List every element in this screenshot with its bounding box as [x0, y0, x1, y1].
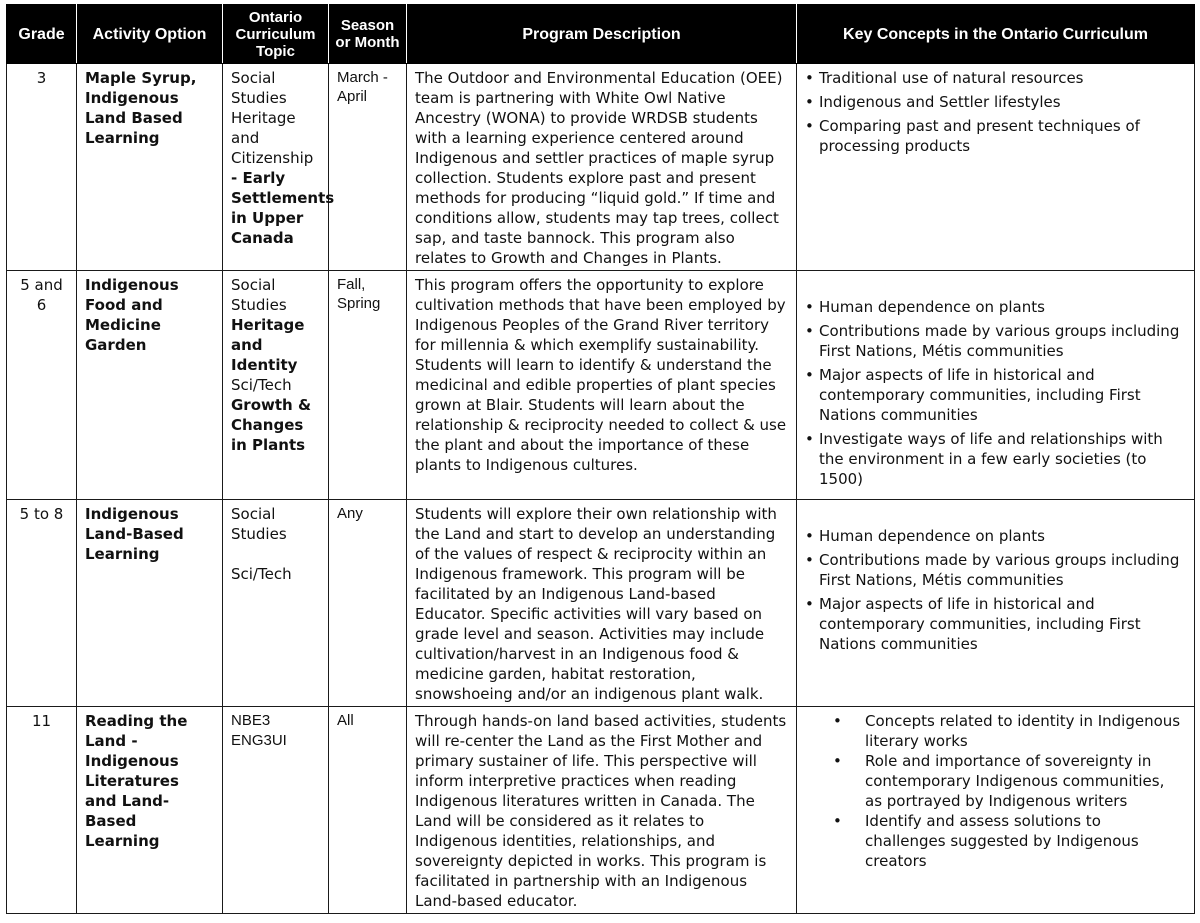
cell-activity: Indigenous Food and Medicine Garden: [77, 271, 223, 500]
curriculum-table-container: [6, 4, 1194, 914]
header-season: Season or Month: [329, 5, 407, 64]
concept-list: [805, 711, 1186, 871]
concept-item: • Major aspects of life in historical and contemporary communities, including First Nations communities: [805, 365, 1186, 425]
cell-grade: 11: [7, 707, 77, 914]
concept-list: [805, 526, 1186, 654]
cell-grade: 5 and 6: [7, 271, 77, 500]
concept-item: • Contributions made by various groups including First Nations, Métis communities: [805, 321, 1186, 361]
header-row: [7, 5, 1195, 64]
cell-grade: 5 to 8: [7, 500, 77, 707]
topic-line: Sci/Tech: [231, 376, 292, 394]
table-row: [7, 64, 1195, 271]
cell-topic: [223, 271, 329, 500]
cell-grade: 3: [7, 64, 77, 271]
header-topic: Ontario Curriculum Topic: [223, 5, 329, 64]
topic-line: NBE3: [231, 712, 271, 729]
concept-list: [805, 68, 1186, 156]
concept-item: • Traditional use of natural resources: [805, 68, 1186, 88]
curriculum-table: [6, 4, 1195, 914]
cell-concepts: [797, 271, 1195, 500]
topic-line: Social Studies: [231, 505, 287, 543]
concept-item: • Identify and assess solutions to challenges suggested by Indigenous creators: [805, 811, 1186, 871]
cell-activity: Indigenous Land-Based Learning: [77, 500, 223, 707]
cell-activity: Maple Syrup, Indigenous Land Based Learning: [77, 64, 223, 271]
header-grade: Grade: [7, 5, 77, 64]
topic-line: Heritage and Identity: [231, 316, 305, 374]
topic-line: Social Studies: [231, 276, 287, 314]
cell-topic: [223, 500, 329, 707]
header-concepts: Key Concepts in the Ontario Curriculum: [797, 5, 1195, 64]
topic-line: Growth & Changes in Plants: [231, 396, 312, 454]
topic-line: Heritage and Citizenship: [231, 109, 314, 167]
cell-activity: Reading the Land - Indigenous Literatures and Land-Based Learning: [77, 707, 223, 914]
cell-description: Students will explore their own relationship with the Land and start to develop an understanding of the values of respect & reciprocity within an Indigenous framework. This program will be facilitated by an Indigenous Land-based Educator. Specific activities will vary based on grade level and season. Activities may include cultivation/harvest in an Indigenous food & medicine garden, habitat restoration, snowshoeing and/or an indigenous plant walk.: [407, 500, 797, 707]
concept-item: • Indigenous and Settler lifestyles: [805, 92, 1186, 112]
topic-line: ENG3UI: [231, 732, 287, 749]
topic-line: Sci/Tech: [231, 565, 292, 583]
concept-item: • Human dependence on plants: [805, 297, 1186, 317]
cell-season: March - April: [329, 64, 407, 271]
cell-concepts: [797, 64, 1195, 271]
cell-season: All: [329, 707, 407, 914]
topic-line: - Early Settlements in Upper Canada: [231, 169, 335, 247]
concept-item: • Concepts related to identity in Indigenous literary works: [805, 711, 1186, 751]
table-row: [7, 271, 1195, 500]
concept-item: • Role and importance of sovereignty in contemporary Indigenous communities, as portrayed by Indigenous writers: [805, 751, 1186, 811]
header-activity: Activity Option: [77, 5, 223, 64]
table-row: [7, 500, 1195, 707]
concept-list: [805, 297, 1186, 489]
table-row: [7, 707, 1195, 914]
cell-season: Fall, Spring: [329, 271, 407, 500]
cell-season: Any: [329, 500, 407, 707]
cell-concepts: [797, 500, 1195, 707]
header-description: Program Description: [407, 5, 797, 64]
cell-topic: [223, 707, 329, 914]
topic-line: Social Studies: [231, 69, 287, 107]
concept-item: • Human dependence on plants: [805, 526, 1186, 546]
cell-concepts: [797, 707, 1195, 914]
concept-item: • Comparing past and present techniques of processing products: [805, 116, 1186, 156]
concept-item: • Contributions made by various groups including First Nations, Métis communities: [805, 550, 1186, 590]
topic-spacer: [231, 544, 320, 564]
concept-item: • Investigate ways of life and relationships with the environment in a few early societies (to 1500): [805, 429, 1186, 489]
cell-description: This program offers the opportunity to explore cultivation methods that have been employed by Indigenous Peoples of the Grand River territory for millennia & which exemplify sustainability. Students will learn to identify & understand the medicinal and edible properties of plant species grown at Blair. Students will learn about the relationship & reciprocity needed to collect & use the plant and about the importance of these plants to Indigenous cultures.: [407, 271, 797, 500]
concept-item: • Major aspects of life in historical and contemporary communities, including First Nations communities: [805, 594, 1186, 654]
cell-description: The Outdoor and Environmental Education (OEE) team is partnering with White Owl Native Ancestry (WONA) to provide WRDSB students with a learning experience centered around Indigenous and settler practices of maple syrup collection. Students explore past and present methods for producing “liquid gold.” If time and conditions allow, students may tap trees, collect sap, and taste bannock. This program also relates to Growth and Changes in Plants.: [407, 64, 797, 271]
cell-description: Through hands-on land based activities, students will re-center the Land as the First Mother and primary sustainer of life. This perspective will inform interpretive practices when reading Indigenous literatures written in Canada. The Land will be considered as it relates to Indigenous identities, relationships, and sovereignty depicted in works. This program is facilitated in partnership with an Indigenous Land-based educator.: [407, 707, 797, 914]
cell-topic: [223, 64, 335, 271]
